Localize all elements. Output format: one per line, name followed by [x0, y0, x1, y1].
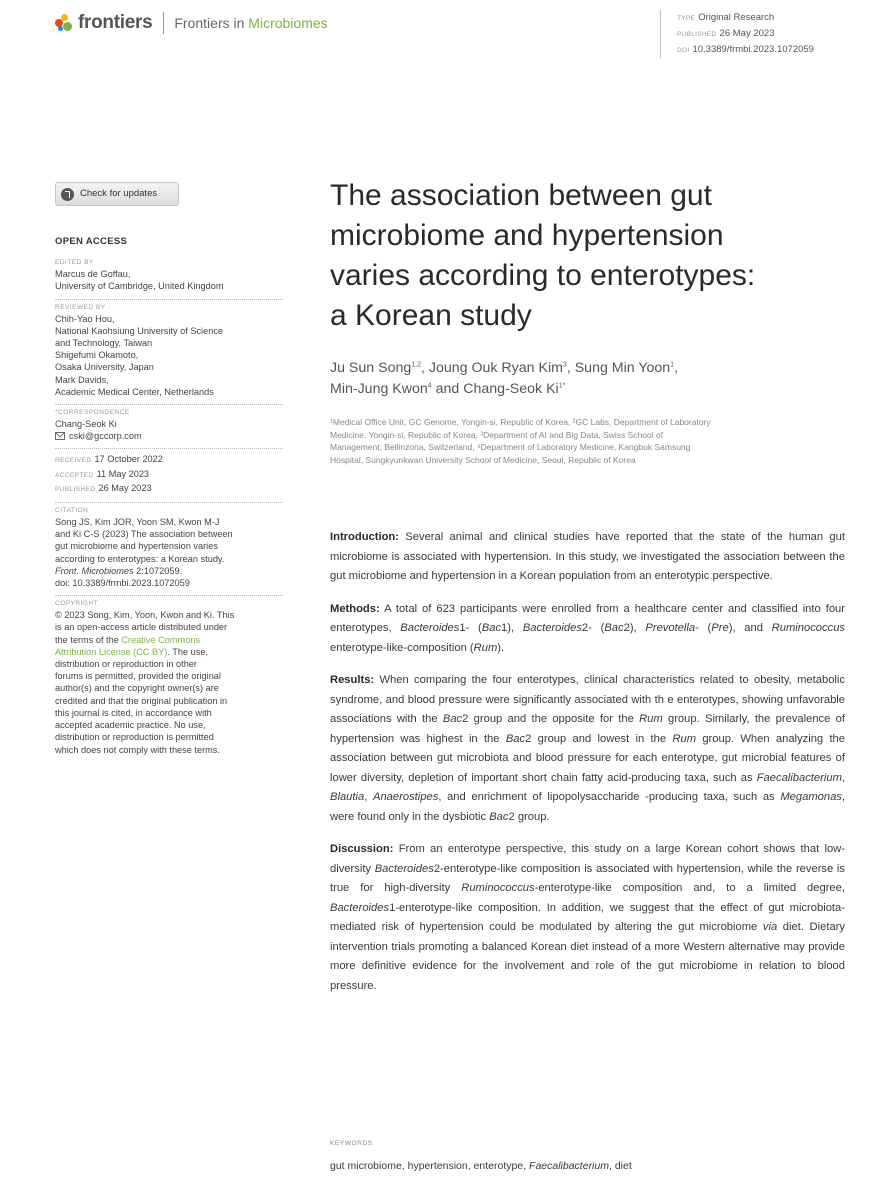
taxon-name: Faecalibacterium: [756, 771, 842, 784]
editor-affiliation: University of Cambridge, United Kingdom: [55, 281, 224, 292]
meta-published-value: 26 May 2023: [719, 28, 775, 39]
section-text: -enterotype-like composition and, to a limited degree,: [534, 882, 845, 894]
copyright-text: . The use,: [167, 646, 209, 657]
taxon-abbrev: Bac: [505, 732, 526, 745]
copyright-line: forums is permitted, provided the original: [55, 671, 221, 682]
received-row: [55, 453, 283, 467]
author-affil-sup: 3: [562, 361, 567, 369]
section-text: Several animal and clinical studies have reported that the state of the human gut microbiome is associated with hypertension. In this study, we investigated the association between the gut microbiome and hypertension in a Korean population from an enterotypic perspective.: [330, 531, 845, 582]
abstract-introduction: [330, 528, 845, 587]
taxon-abbrev: Bac: [604, 622, 624, 634]
section-text: , were found only in the dysbiotic: [330, 791, 846, 823]
meta-type-key: TYPE: [677, 15, 696, 22]
journal-highlight: Microbiomes: [248, 15, 328, 31]
accepted-value: 11 May 2023: [96, 468, 150, 479]
section-text: 2- (: [581, 622, 605, 634]
published-value: 26 May 2023: [98, 482, 152, 493]
sidebar-divider: [55, 502, 283, 503]
author-affil-sup: 4: [427, 382, 432, 390]
affiliation-line: Management, Bellinzona, Switzerland, ⁴Department of Laboratory Medicine, Kangbuk Samsung: [330, 442, 691, 452]
title-line: The association between gut: [330, 179, 712, 212]
author-name[interactable]: , Sung Min Yoon: [566, 360, 671, 376]
check-for-updates-button[interactable]: [55, 182, 179, 206]
author-list: [330, 358, 845, 400]
taxon-abbrev: Pre: [711, 622, 729, 634]
title-line: a Korean study: [330, 299, 532, 332]
copyright-line: distribution or reproduction is permitted: [55, 732, 214, 743]
sidebar-divider: [55, 299, 283, 300]
taxon-abbrev: Bac: [481, 622, 502, 634]
abstract-methods: [330, 600, 845, 659]
section-text: 2-enterotype-like composition is associated with hypertension, while the reverse is true for high-diversity: [330, 862, 846, 894]
affiliations: [330, 416, 845, 466]
check-updates-icon: [61, 188, 74, 201]
journal-prefix: Frontiers in: [174, 15, 249, 31]
citation-journal: Front. Microbiomes: [55, 565, 134, 576]
open-access-label: OPEN ACCESS: [55, 236, 128, 247]
affiliation-line: Hospital, Sungkyunkwan University School of Medicine, Seoul, Republic of Korea: [330, 454, 636, 465]
citation-line: and Ki C-S (2023) The association between: [55, 529, 233, 540]
license-link[interactable]: Attribution License (CC BY): [55, 646, 168, 657]
section-text: enterotype-like-composition (: [330, 641, 474, 654]
author-name[interactable]: Ju Sun Song: [330, 360, 412, 376]
sidebar-divider: [55, 404, 283, 405]
meta-type-row: [677, 10, 814, 26]
keywords: [330, 1160, 632, 1172]
received-value: 17 October 2022: [94, 454, 163, 465]
meta-doi-key: DOI: [677, 47, 690, 54]
meta-doi-value[interactable]: 10.3389/frmbi.2023.1072059: [692, 44, 814, 55]
keywords-text: , diet: [608, 1160, 632, 1172]
received-key: RECEIVED: [55, 457, 92, 465]
taxon-name: Prevotella: [645, 622, 696, 634]
meta-published-row: [677, 26, 814, 42]
section-text: 1-enterotype-like composition. In addition, we suggest that the effect of gut microbiota-mediated risk of hypertension could be modulated by altering the gut microbiome: [330, 901, 845, 933]
taxon-name: Blautia: [330, 791, 365, 803]
section-text: 2),: [623, 622, 646, 634]
keyword-taxon: Faecalibacterium: [529, 1160, 609, 1172]
section-heading: Introduction:: [330, 531, 399, 543]
copyright-line: credited and that the original publication in: [55, 695, 228, 706]
copyright-line: [55, 634, 283, 646]
section-text: From an enterotype perspective, this study on a large Korean cohort shows that low-diversity: [330, 843, 845, 875]
citation-line: according to enterotypes: a Korean study.: [55, 553, 225, 564]
copyright-line: [55, 646, 283, 658]
citation-label: CITATION: [55, 507, 89, 515]
sidebar-divider: [55, 448, 283, 449]
copyright-line: accepted academic practice. No use,: [55, 720, 206, 731]
correspondence-label: *CORRESPONDENCE: [55, 409, 130, 417]
section-text: 1),: [501, 622, 523, 634]
published-key: PUBLISHED: [55, 485, 96, 493]
frontiers-logo-icon: [55, 14, 73, 32]
taxon-abbrev: Rum: [473, 641, 498, 654]
author-affil-sup: 1,2: [411, 361, 421, 369]
brand-name: frontiers: [78, 12, 153, 33]
taxon-abbrev: Bac: [489, 810, 509, 823]
correspondence-name: Chang-Seok Ki: [55, 419, 117, 430]
section-text: 2 group and lowest in the: [525, 732, 673, 745]
section-text: 1- (: [459, 622, 482, 634]
sidebar-divider: [55, 595, 283, 596]
affiliation-line: ¹Medical Office Unit, GC Genome, Yongin-si, Republic of Korea, ²GC Labs, Department of Laboratory: [330, 417, 711, 427]
license-link[interactable]: Creative Commons: [121, 634, 201, 645]
section-text: group. When analyzing the association between gut microbiota and blood pressure for each enterotype, gut microbial features of lower diversity, depletion of important short chain fatty acid-producing taxa, such as: [330, 732, 845, 784]
section-text: diet. Dietary intervention trials promoting a balanced Korean diet instead of a more Western alternative may provide more definitive evidence for the involvement and role of the gut microbiome in relation to blood pressure.: [330, 921, 845, 992]
abstract-results: [330, 671, 845, 827]
author-line: [330, 358, 845, 379]
accepted-key: ACCEPTED: [55, 471, 94, 479]
reviewer-line: and Technology, Taiwan: [55, 338, 153, 349]
section-text: group. Similarly, the prevalence of hypertension was highest in the: [330, 713, 845, 745]
published-row: [55, 482, 283, 496]
section-heading: Results:: [330, 674, 375, 686]
section-text: ,: [364, 791, 373, 803]
section-text: 2 group and the opposite for the: [462, 713, 640, 725]
copyright-line: is an open-access article distributed under: [55, 622, 228, 633]
reviewer-line: Shigefumi Okamoto,: [55, 350, 139, 361]
article-meta: [660, 10, 814, 58]
reviewer-line: Mark Davids,: [55, 374, 109, 385]
header-divider: [163, 12, 164, 34]
frontiers-logo[interactable]: [55, 12, 328, 34]
title-line: varies according to enterotypes:: [330, 259, 756, 292]
author-affil-sup: 1: [670, 361, 675, 369]
citation-line: Song JS, Kim JOR, Yoon SM, Kwon M-J: [55, 517, 220, 528]
section-text: When comparing the four enterotypes, clinical characteristics related to obesity, metabolic syndrome, and blood pressure were significantly associated with th e enterotypes, showing unfavorable associations with the: [330, 674, 845, 725]
copyright-line: author(s) and the copyright owner(s) are: [55, 683, 219, 694]
page-header: [55, 10, 845, 55]
latin-term: via: [762, 921, 778, 933]
copyright-line: which does not comply with these terms.: [55, 744, 220, 755]
taxon-name: Bacteroides: [330, 901, 390, 914]
meta-doi-row: [677, 42, 814, 58]
section-text: - (: [695, 622, 712, 634]
journal-name[interactable]: [174, 15, 327, 31]
taxon-name: Bacteroides: [522, 622, 582, 634]
logo-dot-blue: [58, 26, 63, 31]
author-name[interactable]: Min-Jung Kwon: [330, 381, 428, 397]
meta-type-value: Original Research: [698, 12, 775, 23]
reviewer-line: Osaka University, Japan: [55, 362, 154, 373]
reviewer-line: Chih-Yao Hou,: [55, 313, 115, 324]
author-name[interactable]: , Joung Ouk Ryan Kim: [420, 360, 563, 376]
taxon-name: Ruminococcus: [771, 622, 846, 634]
section-text: ).: [497, 641, 505, 654]
author-name[interactable]: and Chang-Seok Ki: [431, 381, 559, 397]
sidebar: [55, 182, 283, 756]
logo-dot-yellow: [61, 14, 68, 21]
citation-volume: 2:1072059.: [133, 565, 183, 576]
reviewer-line: Academic Medical Center, Netherlands: [55, 386, 214, 397]
check-updates-label: Check for updates: [80, 187, 158, 199]
section-heading: Methods:: [330, 602, 380, 615]
section-text: 2 group.: [508, 810, 550, 823]
reviewed-by-label: REVIEWED BY: [55, 303, 106, 311]
title-line: microbiome and hypertension: [330, 219, 724, 252]
meta-published-key: PUBLISHED: [677, 31, 717, 38]
accepted-row: [55, 468, 283, 482]
keywords-text: gut microbiome, hypertension, enterotype,: [330, 1160, 530, 1172]
reviewer-line: National Kaohsiung University of Science: [55, 325, 224, 336]
edited-by-label: EDITED BY: [55, 259, 94, 267]
section-text: , and enrichment of lipopolysaccharide -producing taxa, such as: [438, 791, 781, 803]
abstract: [330, 528, 845, 1009]
taxon-name: Ruminococcus: [461, 882, 535, 894]
taxon-name: Bacteroides: [400, 622, 460, 634]
copyright-line: distribution or reproduction in other: [55, 659, 197, 670]
copyright-text: the terms of the: [55, 634, 122, 645]
keywords-label: KEYWORDS: [330, 1140, 373, 1147]
taxon-abbrev: Bac: [442, 713, 463, 725]
taxon-name: Anaerostipes: [373, 791, 439, 803]
logo-dot-green: [63, 22, 72, 31]
author-affil-sup: 1*: [558, 382, 566, 390]
abstract-discussion: [330, 840, 845, 996]
correspondence-email-row: [55, 430, 283, 442]
correspondence-email[interactable]: cski@gccorp.com: [69, 431, 142, 442]
taxon-name: Bacteroides: [374, 862, 434, 875]
taxon-name: Megamonas: [780, 791, 842, 803]
editor-name: Marcus de Goffau,: [55, 269, 131, 280]
article-title: [330, 176, 845, 336]
author-separator: ,: [674, 360, 679, 376]
section-text: ,: [841, 771, 845, 784]
taxon-abbrev: Rum: [639, 713, 663, 725]
copyright-line: © 2023 Song, Kim, Yoon, Kwon and Ki. This: [55, 610, 235, 621]
affiliation-line: Medicine, Yongin-si, Republic of Korea, ³Department of AI and Big Data, Swiss School of: [330, 429, 664, 440]
envelope-icon: [55, 432, 65, 440]
section-heading: Discussion:: [330, 843, 394, 855]
author-line: [330, 379, 845, 400]
taxon-abbrev: Rum: [672, 732, 697, 745]
section-text: ), and: [728, 622, 772, 634]
citation-journal-line: [55, 565, 283, 577]
citation-line: gut microbiome and hypertension varies: [55, 541, 218, 552]
copyright-label: COPYRIGHT: [55, 600, 99, 608]
citation-doi[interactable]: doi: 10.3389/frmbi.2023.1072059: [55, 578, 190, 589]
section-text: A total of 623 participants were enrolled from a healthcare center and classified into four enterotypes,: [330, 602, 845, 634]
copyright-line: this journal is cited, in accordance with: [55, 707, 212, 718]
